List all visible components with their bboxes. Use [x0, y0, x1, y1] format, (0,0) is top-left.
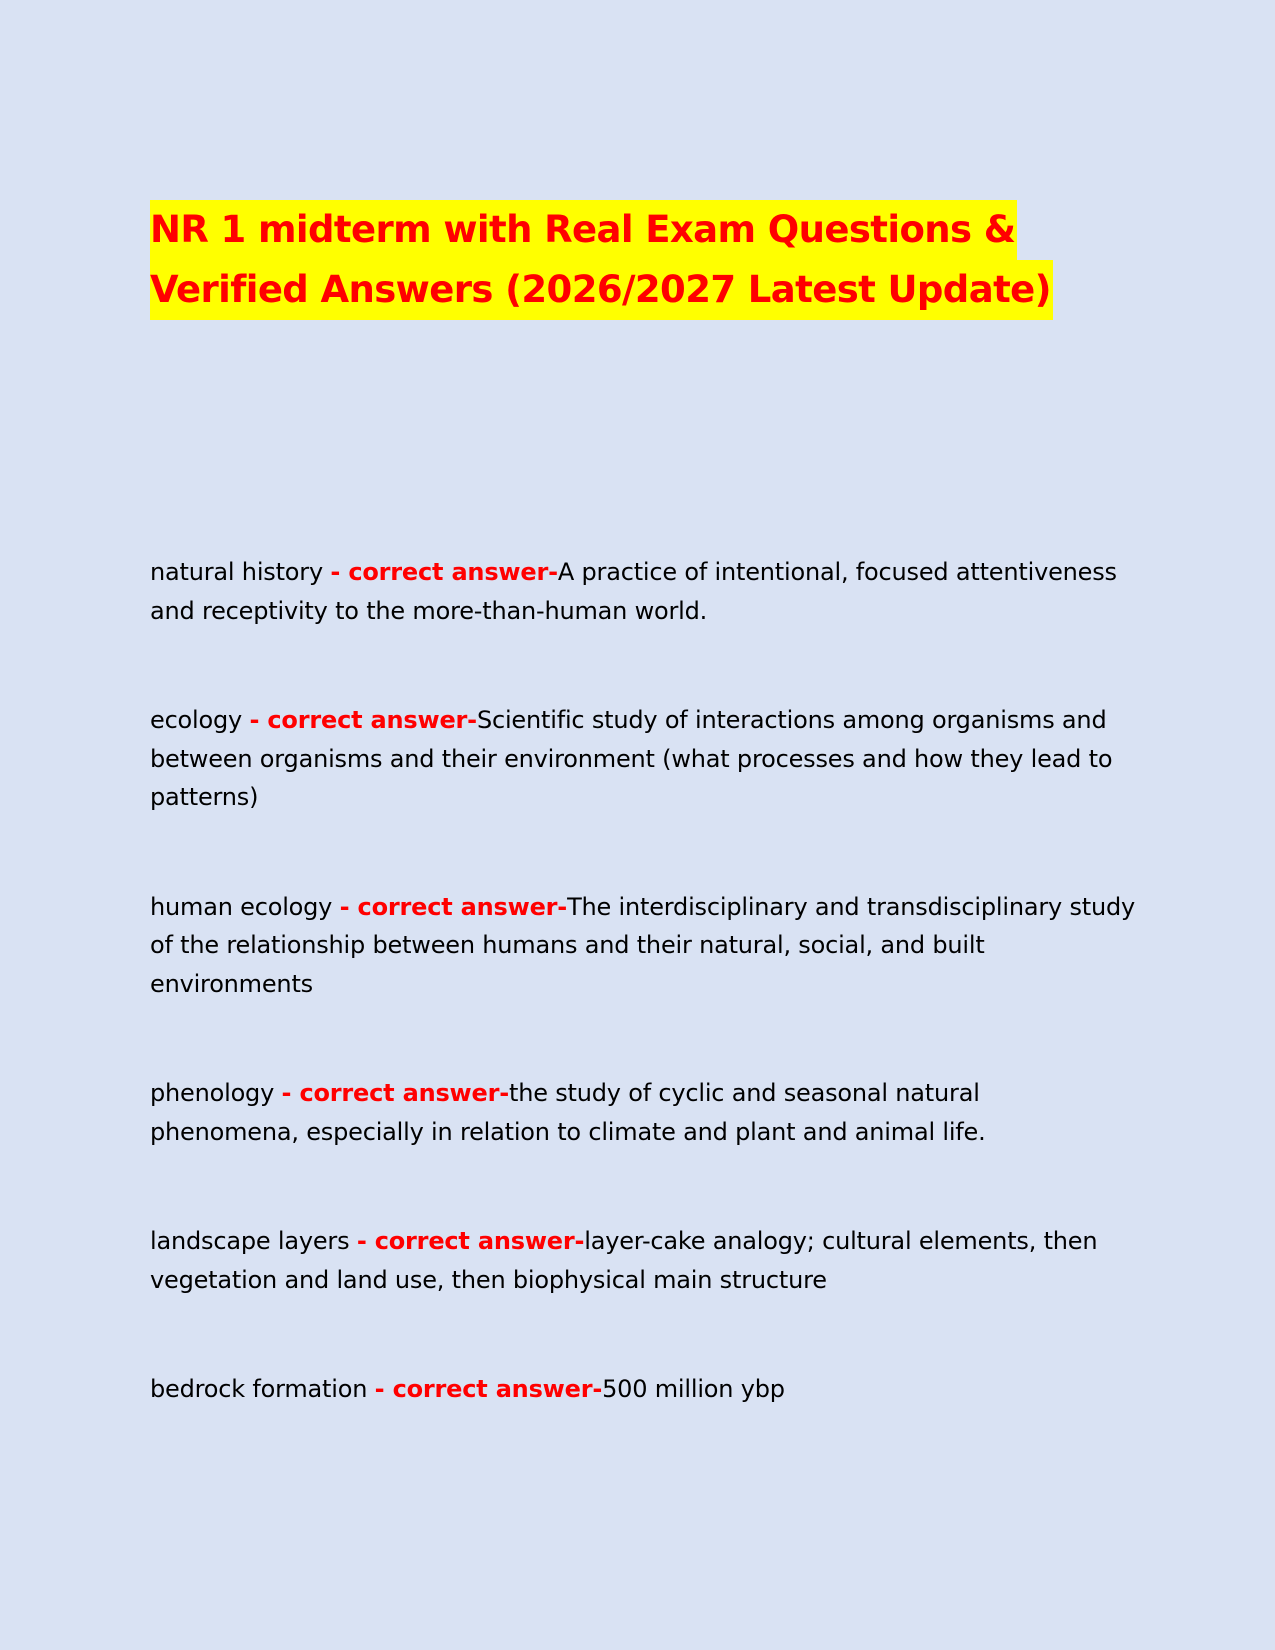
- title-line-1: NR 1 midterm with Real Exam Questions &: [150, 200, 1017, 260]
- qa-item-phenology: [150, 1074, 1135, 1151]
- qa-definition: layer-cake analogy; cultural elements, then vegetation and land use, then biophysical main structure: [150, 1227, 1098, 1294]
- document-title: [150, 200, 1150, 320]
- qa-term: bedrock formation: [150, 1375, 368, 1403]
- qa-term: landscape layers: [150, 1227, 350, 1255]
- qa-term: ecology: [150, 706, 243, 734]
- answer-marker: - correct answer-: [281, 1079, 509, 1107]
- qa-item-human-ecology: [150, 888, 1135, 1004]
- answer-marker: - correct answer-: [330, 558, 558, 586]
- qa-term: phenology: [150, 1079, 275, 1107]
- answer-marker: - correct answer-: [374, 1375, 603, 1403]
- qa-definition: 500 million ybp: [602, 1375, 785, 1403]
- qa-definition: The interdisciplinary and transdisciplinary study of the relationship between humans and their natural, social, and built environments: [150, 892, 1136, 998]
- qa-list: [150, 553, 1135, 1409]
- qa-item-ecology: [150, 701, 1135, 817]
- qa-item-bedrock-formation: [150, 1370, 1135, 1409]
- answer-marker: - correct answer-: [249, 706, 477, 734]
- qa-item-natural-history: [150, 553, 1135, 630]
- qa-definition: A practice of intentional, focused attentiveness and receptivity to the more-than-human world.: [150, 558, 1117, 625]
- qa-term: natural history: [150, 558, 323, 586]
- title-line-2: Verified Answers (2026/2027 Latest Update): [150, 260, 1053, 320]
- qa-definition: Scientific study of interactions among organisms and between organisms and their environment (what processes and how they lead to patterns): [150, 706, 1113, 811]
- qa-definition: the study of cyclic and seasonal natural phenomena, especially in relation to climate and plant and animal life.: [150, 1079, 986, 1146]
- qa-term: human ecology: [150, 892, 333, 921]
- answer-marker: - correct answer-: [339, 892, 568, 921]
- qa-item-landscape-layers: [150, 1222, 1135, 1299]
- answer-marker: - correct answer-: [356, 1227, 585, 1255]
